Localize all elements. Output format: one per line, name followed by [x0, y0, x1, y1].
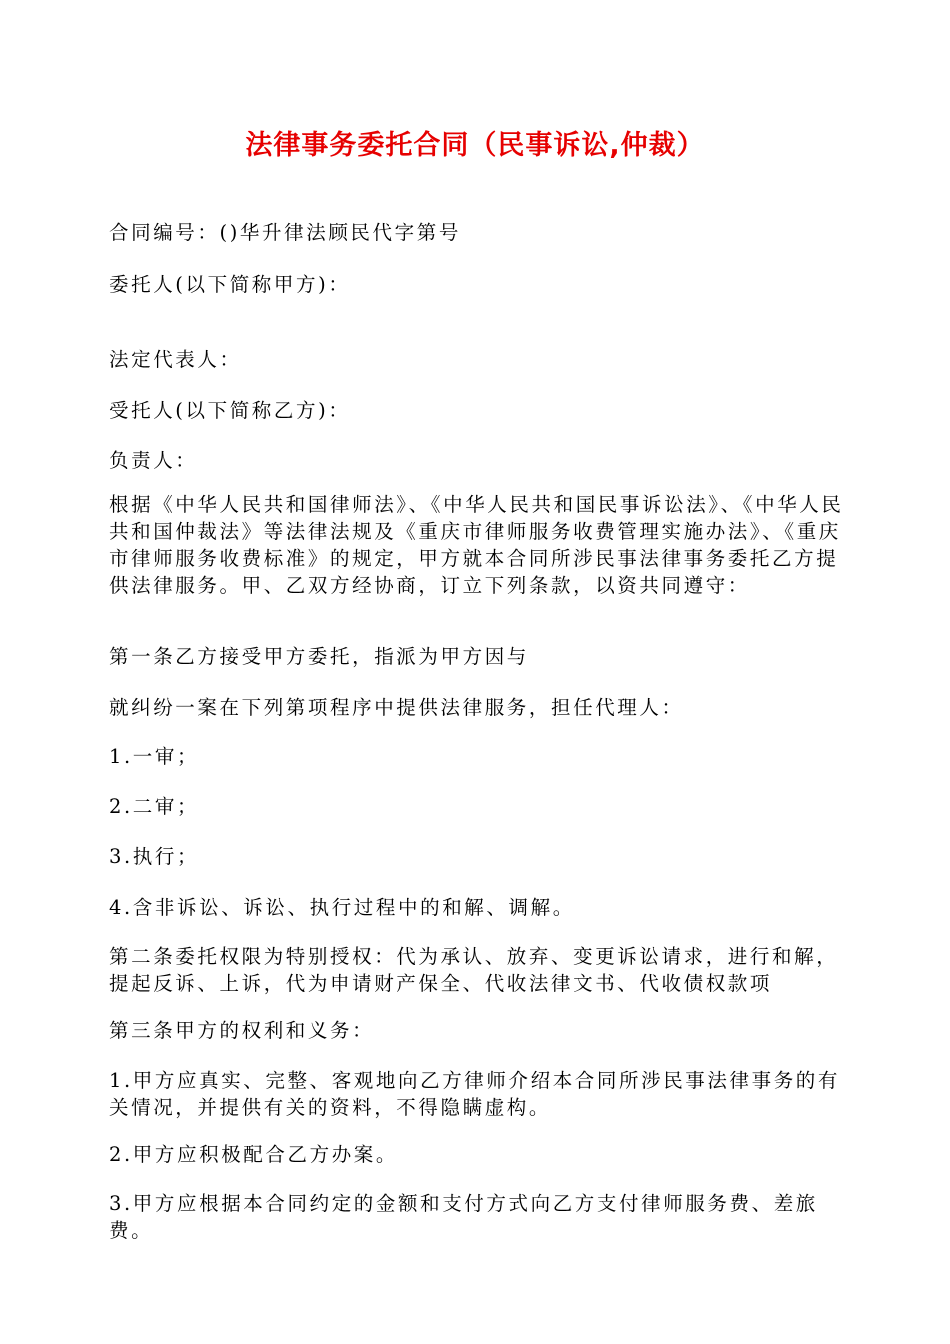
list-item: 1.甲方应真实、完整、客观地向乙方律师介绍本合同所涉民事法律事务的有关情况，并提供有关的资料，不得隐瞒虚构。: [109, 1069, 841, 1119]
list-item: 3.执行；: [109, 845, 200, 868]
list-item: 1.一审；: [109, 745, 200, 768]
responsible-person-line: 负责人：: [109, 449, 198, 472]
document-title: 法律事务委托合同（民事诉讼,仲裁）: [245, 130, 705, 161]
trustee-line: 受托人(以下简称乙方)：: [109, 399, 351, 422]
article-3-heading: 第三条甲方的权利和义务：: [109, 1019, 375, 1042]
client-line: 委托人(以下简称甲方)：: [109, 273, 351, 296]
list-item: 3.甲方应根据本合同约定的金额和支付方式向乙方支付律师服务费、差旅费。: [109, 1192, 818, 1242]
list-item: 2.甲方应积极配合乙方办案。: [109, 1143, 399, 1166]
article-2-paragraph: 第二条委托权限为特别授权：代为承认、放弃、变更诉讼请求，进行和解，提起反诉、上诉，代为申请财产保全、代收法律文书、代收债权款项: [109, 945, 839, 995]
list-item: 2.二审；: [109, 795, 200, 818]
article-1-paragraph: 第一条乙方接受甲方委托，指派为甲方因与: [109, 645, 529, 668]
legal-representative-line: 法定代表人：: [109, 348, 242, 371]
article-1-continued: 就纠纷一案在下列第项程序中提供法律服务，担任代理人：: [109, 696, 684, 719]
preamble-paragraph: 根据《中华人民共和国律师法》、《中华人民共和国民事诉讼法》、《中华人民共和国仲裁法》等法律法规及《重庆市律师服务收费管理实施办法》、《重庆市律师服务收费标准》的规定，甲方就本合同所涉民事法律事务委托乙方提供法律服务。甲、乙双方经协商，订立下列条款，以资共同遵守：: [109, 493, 844, 597]
list-item: 4.含非诉讼、诉讼、执行过程中的和解、调解。: [109, 896, 575, 919]
contract-number: 合同编号：()华升律法顾民代字第号: [109, 221, 461, 244]
